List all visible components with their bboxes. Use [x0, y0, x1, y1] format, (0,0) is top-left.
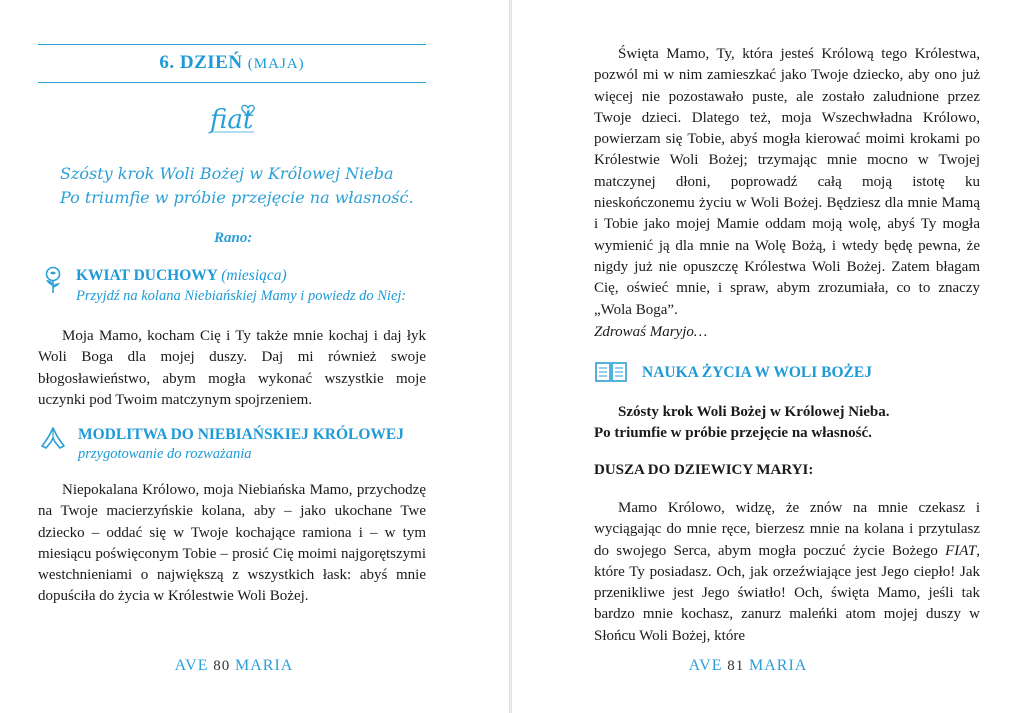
left-footer: [0, 657, 490, 675]
svg-text:fiat: fiat: [210, 105, 254, 135]
modlitwa-subtitle: przygotowanie do rozważania: [78, 446, 252, 462]
body2-fiat: FIAT: [945, 542, 977, 559]
zdrowas: Zdrowaś Maryjo…: [594, 324, 708, 340]
bold-line-2: Po triumfie w próbie przejęcie na własność.: [594, 425, 872, 441]
praying-hands-icon: [40, 426, 66, 455]
rose-icon: [42, 266, 64, 299]
body2-after: , które Ty posiadasz. Och, jak orzeźwiające jest Jego ciepło! Jak przenikliwe jest Jego światło! Och, święta Mamo, jeśli tak bardzo mnie kochasz, zanurz maleńki atom mojej duszy w Słońcu Woli Bożej, które: [594, 542, 980, 644]
day-title-text: 6. DZIEŃ: [159, 52, 243, 73]
intro-text: [60, 162, 440, 210]
fiat-logo: [208, 98, 258, 138]
header-rule-top: [38, 44, 426, 45]
kwiat-title-suffix: (miesiąca): [221, 267, 287, 284]
intro-line-1: Szósty krok Woli Bożej w Królowej Nieba: [60, 164, 394, 183]
footer-maria-right: MARIA: [748, 657, 808, 674]
body2-before: Mamo Królowo, widzę, że znów na mnie czekasz i wyciągając do mnie ręce, bierzesz mnie na kolana i przytulasz do swojego Serca, abym mogła poczuć życie Bożego: [594, 500, 980, 559]
right-body-1: [594, 44, 980, 321]
footer-ave: AVE: [174, 657, 209, 674]
right-paragraph-1: Święta Mamo, Ty, która jesteś Królową tego Królestwa, pozwól mi w nim zamieszkać jako Twoje dziecko, aby ono już więcej nie pozostawało puste, ale zostało zaludnione przez Twoje dzieci. Dlatego też, moja Wszechwładna Królowo, powierzam się Tobie, abyś mogła kierować moimi krokami po Królestwie Woli Bożej; trzymając mnie mocno w Twojej matczynej dłoni, poprowadź całą moją istotę ku nieskończonemu życiu w Woli Bożej. Będziesz dla mnie Mamą i Tobie jako mojej Mamie oddam moją wolę, abyś Ty mogła wymienić ją dla mnie na Wolę Bożą, i wtedy będę pewna, że nigdy już nie opuszczę Królestwa Woli Bożej. Zatem błagam Cię, oświeć mnie, i spraw, abym zrozumiała, co to znaczy „Wola Boga”.: [594, 46, 980, 318]
kwiat-title: [76, 267, 287, 285]
page-number: 80: [213, 658, 231, 674]
footer-maria: MARIA: [234, 657, 294, 674]
nauka-title: NAUKA ŻYCIA W WOLI BOŻEJ: [642, 364, 872, 381]
right-page: [512, 0, 1024, 713]
open-book-icon: [594, 360, 628, 389]
modlitwa-title: MODLITWA DO NIEBIAŃSKIEJ KRÓLOWEJ: [78, 426, 404, 443]
right-paragraph-2: [594, 498, 980, 647]
day-title: [38, 52, 426, 74]
footer-ave-right: AVE: [688, 657, 723, 674]
right-footer: [532, 657, 964, 675]
bold-line-1: Szósty krok Woli Bożej w Królowej Nieba.: [618, 404, 890, 420]
day-subtitle: (MAJA): [247, 56, 305, 72]
intro-line-2: Po triumfie w próbie przejęcie na własność.: [60, 188, 414, 207]
kwiat-paragraph: Moja Mamo, kocham Cię i Ty także mnie kochaj i daj łyk Woli Boga dla mojej duszy. Daj mi również swoje błogosławieństwo, abym mogła wykonać wszystkie moje uczynki pod Twoim matczynym spojrzeniem.: [38, 328, 426, 408]
modlitwa-body: [38, 480, 426, 608]
kwiat-subtitle: Przyjdź na kolana Niebiańskiej Mamy i powiedz do Niej:: [76, 288, 407, 304]
modlitwa-paragraph: Niepokalana Królowo, moja Niebiańska Mamo, przychodzę na Twoje macierzyńskie kolana, aby – jako ukochane Twe dziecko – oddać się w Twoje kochające ramiona i – w tym miesiącu poświęconym Tobie – prosić Cię moimi najgorętszymi westchnieniami o największą z wszystkich łask: abyś mnie dopuściła do życia w Królestwie Woli Bożej.: [38, 482, 426, 605]
left-page: [0, 0, 510, 713]
right-body-2: [594, 498, 980, 647]
kwiat-title-text: KWIAT DUCHOWY: [76, 267, 218, 284]
page-number-right: 81: [727, 658, 745, 674]
kwiat-body: [38, 326, 426, 411]
dusza-heading: DUSZA DO DZIEWICY MARYI:: [594, 462, 814, 478]
rano-heading: Rano:: [214, 230, 253, 246]
header-rule-bottom: [38, 82, 426, 83]
